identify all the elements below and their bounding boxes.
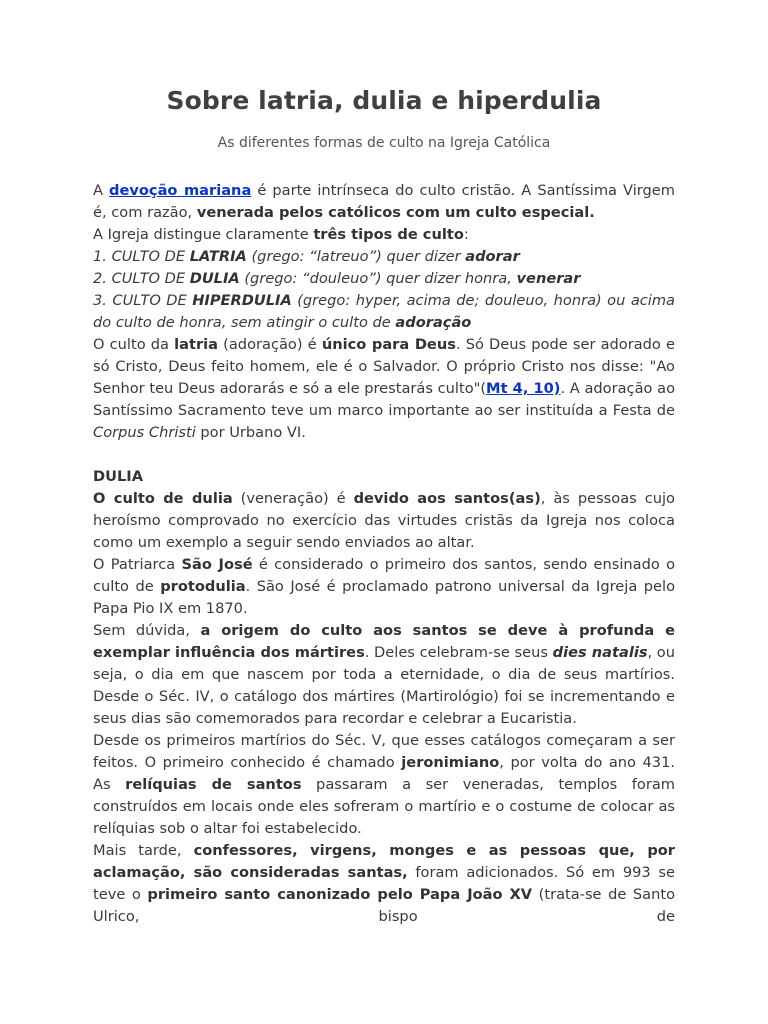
bold-text: latria	[174, 336, 219, 353]
spacer	[93, 444, 675, 466]
paragraph-sao-jose	[93, 554, 675, 620]
bold-text: DULIA	[189, 270, 240, 287]
page-subtitle: As diferentes formas de culto na Igreja Católica	[217, 135, 551, 151]
text: , por volta do ano 431. As	[93, 754, 675, 793]
paragraph-latria	[93, 334, 675, 444]
text: é parte intrínseca do culto cristão. A Santíssima Virgem é, com razão,	[93, 182, 675, 221]
text: (grego: hyper, acima de; douleuo, honra) ou acima do culto de honra, sem atingir o culto de	[93, 292, 676, 331]
bold-text: HIPERDULIA	[192, 292, 292, 309]
text: A Igreja distingue claramente	[93, 226, 314, 243]
text: foram adicionados. Só em 993 se teve o	[93, 864, 675, 903]
text: , às pessoas cujo heroísmo comprovado no exercício das virtudes cristãs da Igreja nos coloca como um exemplo a seguir sendo enviados ao altar.	[93, 490, 675, 551]
text: . A adoração ao Santíssimo Sacramento teve um marco importante ao ser instituída a Festa de	[93, 380, 675, 419]
bold-text: jeronimiano	[401, 754, 500, 771]
heading-text: DULIA	[93, 468, 143, 485]
bold-text: confessores, virgens, monges e as pessoas que, por aclamação, são consideradas santas,	[93, 842, 675, 881]
text: (veneração) é	[232, 490, 354, 507]
paragraph-canonizacao	[93, 840, 675, 928]
section-heading-dulia	[93, 466, 675, 488]
bold-text: venerada pelos católicos com um culto especial.	[196, 204, 595, 221]
text: por Urbano VI.	[195, 424, 306, 441]
text: O Patriarca	[93, 556, 182, 573]
paragraph-intro	[93, 180, 675, 224]
text: (grego: “latreuo”) quer dizer	[246, 248, 466, 265]
bold-text: LATRIA	[189, 248, 247, 265]
bold-text: adoração	[395, 314, 472, 331]
bold-text: venerar	[516, 270, 581, 287]
article-body	[93, 180, 675, 928]
page-title: Sobre latria, dulia e hiperdulia	[166, 86, 602, 115]
text: Desde os primeiros martírios do Séc. V, que esses catálogos começaram a ser feitos. O primeiro conhecido é chamado	[93, 732, 675, 771]
paragraph-catalogos	[93, 730, 675, 840]
devocao-mariana-link[interactable]: devoção mariana	[109, 182, 252, 199]
text: O culto da	[93, 336, 175, 353]
text: (grego: “douleuo”) quer dizer honra,	[239, 270, 517, 287]
text: (adoração) é	[218, 336, 322, 353]
mt-4-10-link[interactable]: Mt 4, 10)	[486, 380, 561, 397]
list-item-dulia	[93, 268, 675, 290]
text: . São José é proclamado patrono universal da Igreja pelo Papa Pio IX em 1870.	[93, 578, 676, 617]
bold-text: único para Deus	[321, 336, 456, 353]
bold-text: relíquias de santos	[125, 776, 302, 793]
bold-italic-text: dies natalis	[552, 644, 648, 661]
text: . Só Deus pode ser adorado e só Cristo, Deus feito homem, ele é o Salvador. O próprio Cristo nos disse: "Ao Senhor teu Deus adorarás e só a ele prestarás culto"(	[93, 336, 675, 397]
text: :	[463, 226, 469, 243]
paragraph-dulia	[93, 488, 675, 554]
list-item-latria	[93, 246, 675, 268]
italic-text: Corpus Christi	[93, 424, 196, 441]
bold-text: a origem do culto aos santos se deve à profunda e exemplar influência dos mártires	[93, 622, 675, 661]
bold-text: devido aos santos(as)	[353, 490, 541, 507]
text: é considerado o primeiro dos santos, sendo ensinado o culto de	[93, 556, 675, 595]
text: . Deles celebram-se seus	[364, 644, 553, 661]
bold-text: primeiro santo canonizado pelo Papa João XV	[147, 886, 533, 903]
text: (trata-se de Santo Ulrico, bispo de	[93, 886, 676, 925]
text: Sem dúvida,	[93, 622, 201, 639]
bold-text: São José	[181, 556, 253, 573]
text: passaram a ser veneradas, templos foram construídos em locais onde eles sofreram o martírio e o costume de colocar as relíquias sob o altar foi estabelecido.	[93, 776, 675, 837]
paragraph-types	[93, 224, 675, 246]
list-item-hiperdulia	[93, 290, 675, 334]
bold-text: três tipos de culto	[313, 226, 464, 243]
bold-text: protodulia	[160, 578, 246, 595]
bold-text: adorar	[465, 248, 520, 265]
text: 2. CULTO DE	[93, 270, 190, 287]
text: A	[93, 182, 110, 199]
text: 3. CULTO DE	[93, 292, 193, 309]
bold-text: O culto de dulia	[93, 490, 233, 507]
text: , ou seja, o dia em que nascem por toda a eternidade, o dia de seus martírios. Desde o Séc. IV, o catálogo dos mártires (Martirológio) foi se incrementando e seus dias são comemorados para recordar e celebrar a Eucaristia.	[93, 644, 675, 727]
text: Mais tarde,	[93, 842, 194, 859]
text: 1. CULTO DE	[93, 248, 190, 265]
paragraph-martires	[93, 620, 675, 730]
